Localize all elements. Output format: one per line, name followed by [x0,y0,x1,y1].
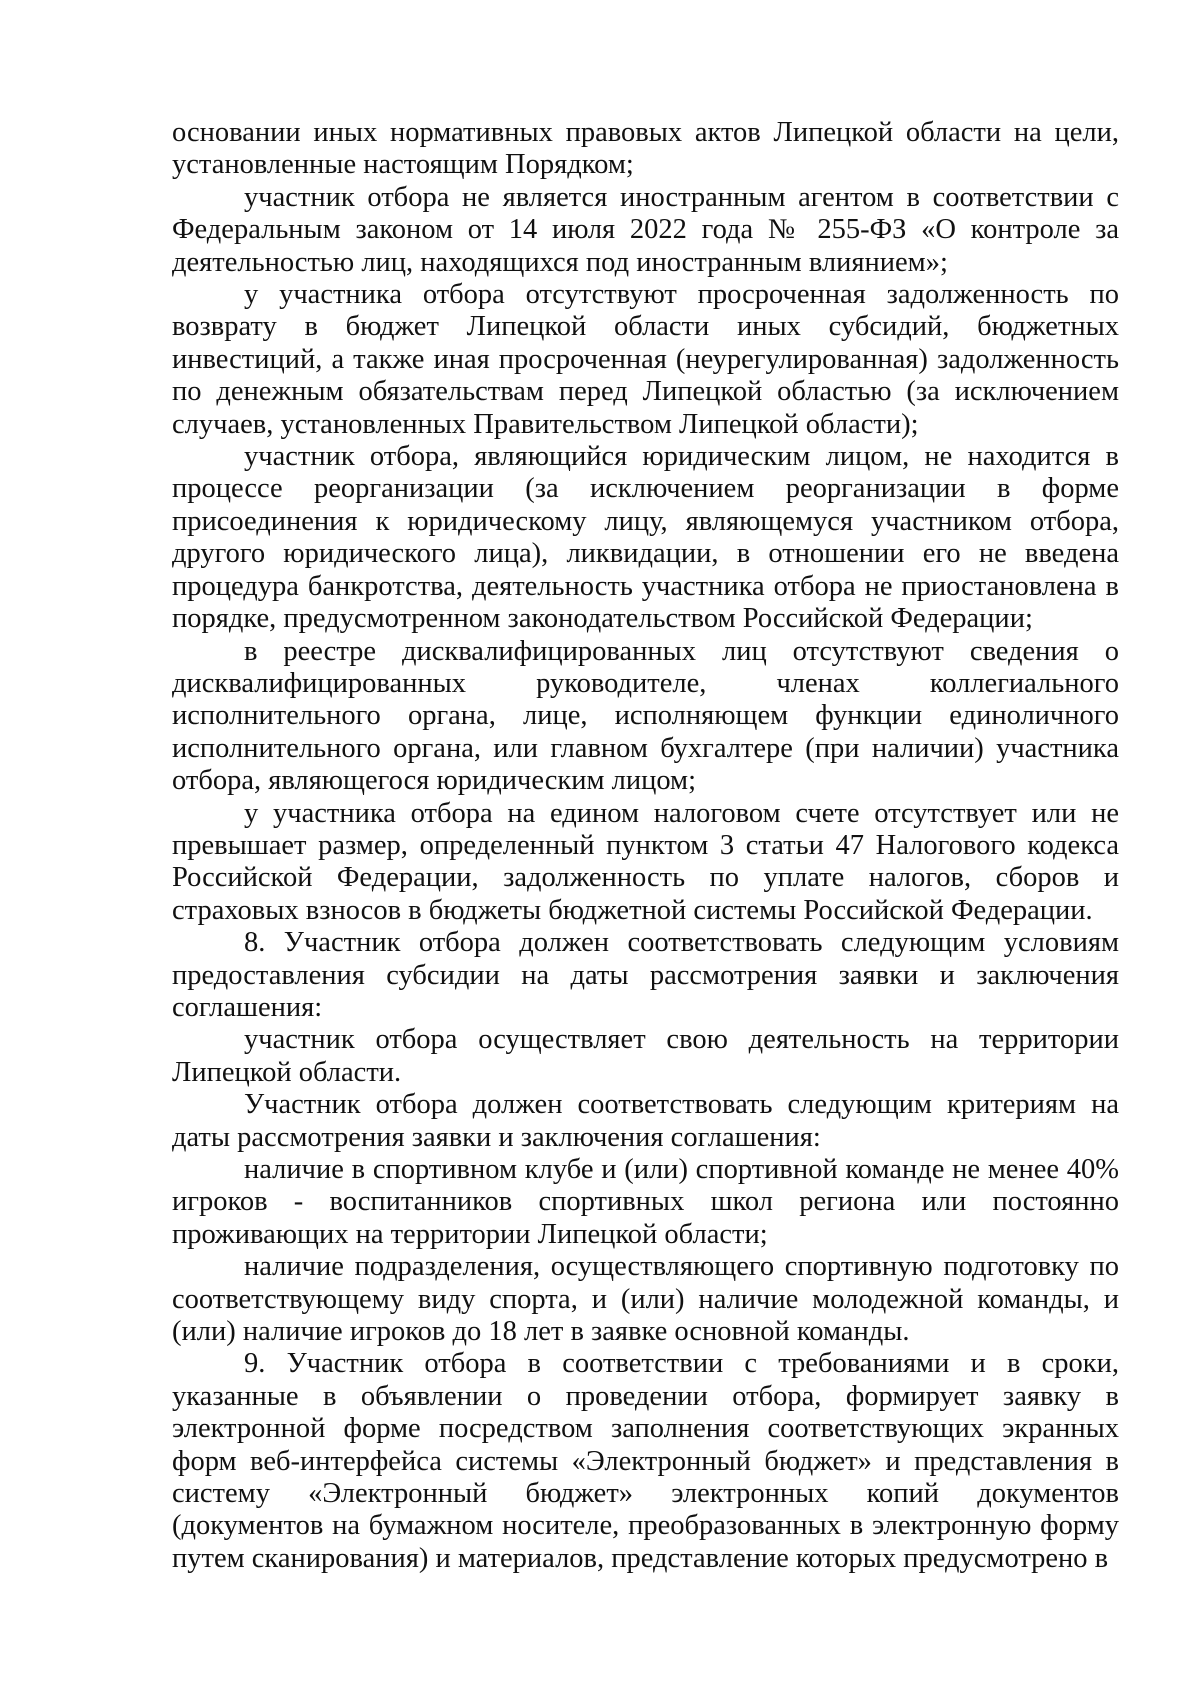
paragraph-players-share: наличие в спортивном клубе и (или) спортивной команде не менее 40% игроков - воспитанников спортивных школ региона или постоянно проживающих на территории Липецкой области; [172,1154,1119,1250]
paragraph-territory: участник отбора осуществляет свою деятельность на территории Липецкой области. [172,1024,1119,1088]
paragraph-youth-team: наличие подразделения, осуществляющего спортивную подготовку по соответствующему виду спорта, и (или) наличие молодежной команды, и (или) наличие игроков до 18 лет в заявке основной команды. [172,1251,1119,1348]
paragraph-no-reorganization: участник отбора, являющийся юридическим лицом, не находится в процессе реорганизации (за исключением реорганизации в форме присоединения к юридическому лицу, являющемуся участником отбора, другого юридического лица), ликвидации, в отношении его не введена процедура банкротства, деятельность участника отбора не приостановлена в порядке, предусмотренном законодательством Российской Федерации; [172,441,1119,635]
paragraph-no-debt: у участника отбора отсутствуют просроченная задолженность по возврату в бюджет Липецкой области иных субсидий, бюджетных инвестиций, а также иная просроченная (неурегулированная) задолженность по денежным обязательствам перед Липецкой областью (за исключением случаев, установленных Правительством Липецкой области); [172,279,1119,440]
paragraph-criteria: Участник отбора должен соответствовать следующим критериям на даты рассмотрения заявки и заключения соглашения: [172,1089,1119,1153]
paragraph-tax-account: у участника отбора на едином налоговом счете отсутствует или не превышает размер, определенный пунктом 3 статьи 47 Налогового кодекса Российской Федерации, задолженность по уплате налогов, сборов и страховых взносов в бюджеты бюджетной системы Российской Федерации. [172,797,1119,926]
paragraph-disqualified-registry: в реестре дисквалифицированных лиц отсутствуют сведения о дисквалифицированных руководителе, членах коллегиального исполнительного органа, лице, исполняющем функции единоличного исполнительного органа, или главном бухгалтере (при наличии) участника отбора, являющегося юридическим лицом; [172,635,1119,797]
paragraph-item-8: 8. Участник отбора должен соответствовать следующим условиям предоставления субсидии на даты рассмотрения заявки и заключения соглашения: [172,927,1119,1023]
document-body [172,117,1119,1575]
paragraph-foreign-agent: участник отбора не является иностранным агентом в соответствии с Федеральным законом от 14 июля 2022 года № 255-ФЗ «О контроле за деятельностью лиц, находящихся под иностранным влиянием»; [172,181,1119,278]
paragraph-item-9: 9. Участник отбора в соответствии с требованиями и в сроки, указанные в объявлении о проведении отбора, формирует заявку в электронной форме посредством заполнения соответствующих экранных форм веб-интерфейса системы «Электронный бюджет» и представления в систему «Электронный бюджет» электронных копий документов (документов на бумажном носителе, преобразованных в электронную форму путем сканирования) и материалов, представление которых предусмотрено в [172,1348,1119,1574]
paragraph-continuation: основании иных нормативных правовых актов Липецкой области на цели, установленные настоящим Порядком; [172,117,1119,181]
